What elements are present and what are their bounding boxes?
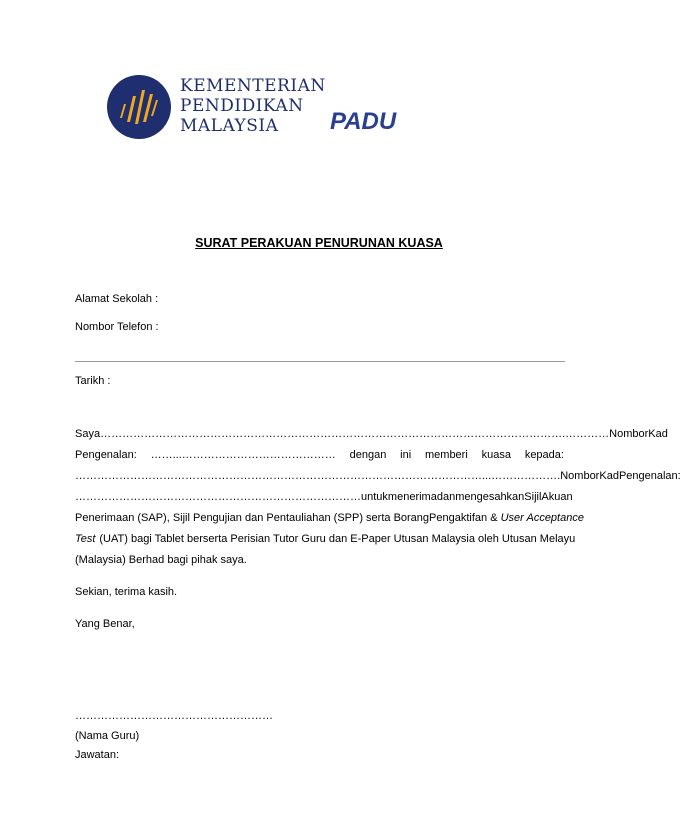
tarikh-field: Tarikh : — [75, 375, 111, 387]
text-segment: (UAT) bagi Tablet berserta Perisian Tutor Guru dan E-Paper Utusan Malaysia oleh Utusan Melayu — [99, 533, 576, 545]
body-line-2 — [75, 445, 564, 466]
letter-body — [75, 424, 681, 766]
word: Kad — [599, 470, 619, 482]
ministry-line-3: MALAYSIA — [180, 116, 279, 136]
recipient-ic-blank: …………………………………………………………………… — [75, 491, 361, 503]
nombor-telefon-field: Nombor Telefon : — [75, 321, 159, 333]
word: Sijil — [524, 491, 542, 503]
word: Akuan — [541, 491, 573, 503]
word: memberi — [425, 449, 468, 461]
alamat-sekolah-field: Alamat Sekolah : — [75, 293, 159, 305]
body-line-1 — [75, 424, 668, 445]
text-segment: Pengaktifan & — [429, 512, 498, 524]
body-line-3 — [75, 466, 681, 487]
padu-logo — [330, 107, 422, 133]
document-title-text: SURAT PERAKUAN PENURUNAN KUASA — [195, 236, 443, 250]
word: kuasa — [481, 449, 511, 461]
word: dan — [436, 491, 456, 503]
document-title — [0, 236, 638, 250]
text-segment — [429, 508, 584, 529]
word: mengesahkan — [455, 491, 525, 503]
body-line-6 — [75, 529, 576, 550]
signature-line: ……………………………………………… — [75, 710, 273, 722]
text-segment: Penerimaan (SAP), Sijil Pengujian dan Pentauliahan (SPP) serta Borang — [75, 512, 430, 524]
italic-text: User Acceptance — [500, 512, 584, 524]
recipient-blank: …………………………………………………………………………………………………...……………….Nombor — [75, 470, 600, 482]
word: untuk — [361, 491, 388, 503]
word: kepada: — [524, 449, 564, 461]
saya-blank: Saya……………………………………………………………………………………………………………….………… — [75, 428, 610, 440]
word: menerima — [387, 491, 437, 503]
divider-line — [75, 361, 565, 362]
ministry-line-1: KEMENTERIAN — [180, 76, 326, 96]
word: Pengenalan: — [75, 449, 137, 461]
nama-guru-text: (Nama Guru) — [75, 730, 140, 742]
yang-benar-text: Yang Benar, — [75, 618, 135, 630]
ministry-name — [180, 76, 326, 136]
body-line-5 — [75, 508, 584, 529]
word: Nombor — [609, 428, 649, 440]
ministry-emblem-icon — [106, 74, 172, 140]
word: Kad — [648, 428, 668, 440]
italic-text: Test — [75, 533, 96, 545]
ic-blank: ……...…………………………………… — [150, 449, 336, 461]
word: dengan — [349, 449, 387, 461]
ministry-line-2: PENDIDIKAN — [180, 96, 304, 116]
word: ini — [400, 449, 412, 461]
padu-text: PADU — [330, 108, 397, 135]
jawatan-text: Jawatan: — [75, 749, 120, 761]
header-logo — [104, 66, 434, 146]
closing-text: Sekian, terima kasih. — [75, 586, 178, 598]
body-line-7: (Malaysia) Berhad bagi pihak saya. — [75, 554, 247, 566]
body-line-4 — [75, 487, 573, 508]
word: Pengenalan: — [618, 470, 681, 482]
